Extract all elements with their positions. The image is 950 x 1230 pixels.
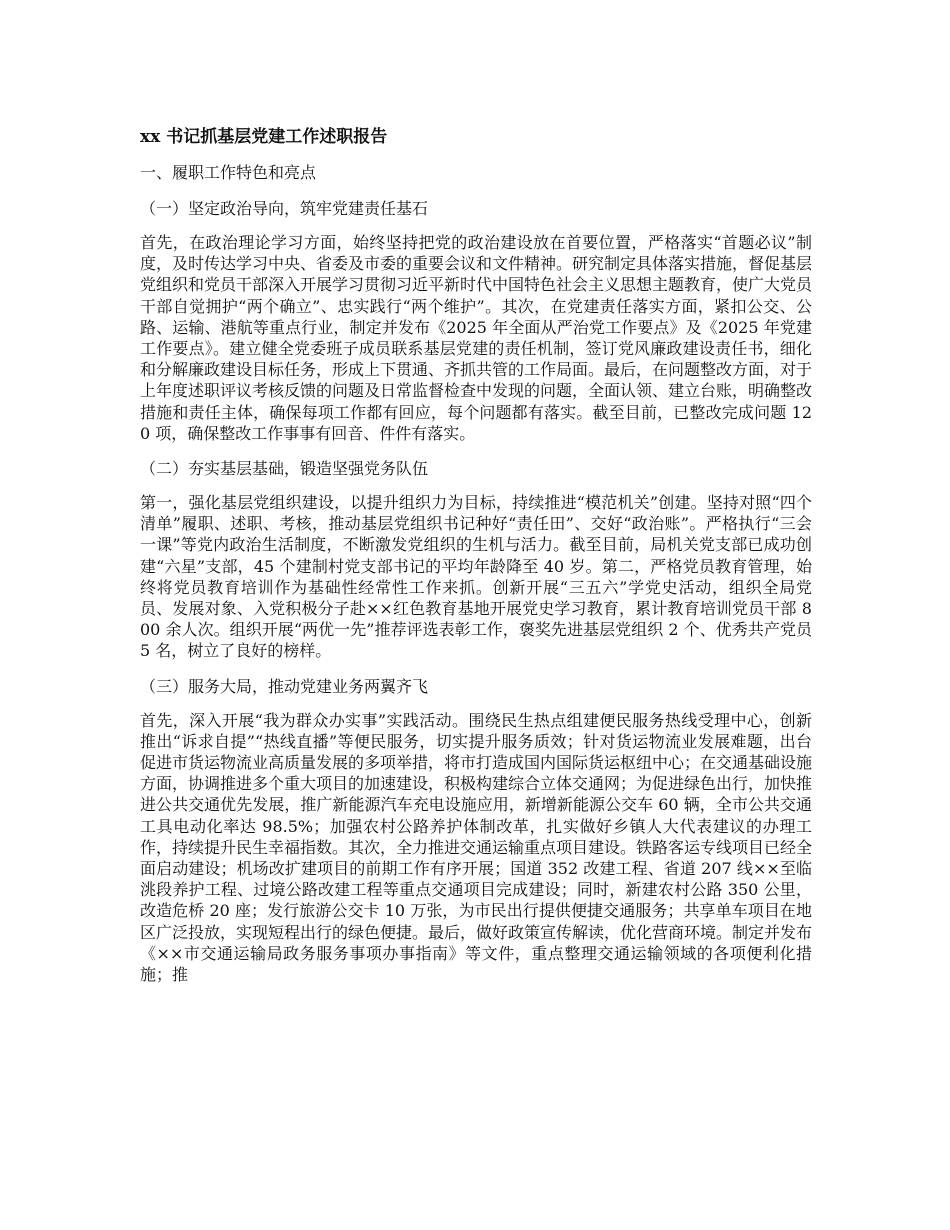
paragraph-3: 首先，深入开展“我为群众办实事”实践活动。围绕民生热点组建便民服务热线受理中心，创新推出“诉求自提”“热线直播”等便民服务，切实提升服务质效；针对货运物流业发展难题，出台促进市货运物流业高质量发展的多项举措，将市打造成国内国际货运枢纽中心；在交通基础设施方面，协调推进多个重大项目的加速建设，积极构建综合立体交通网；为促进绿色出行，加快推进公共交通优先发展，推广新能源汽车充电设施应用，新增新能源公交车 60 辆，全市公共交通工具电动化率达 98.5%；加强农村公路养护体制改革，扎实做好乡镇人大代表建议的办理工作，持续提升民生幸福指数。其次，全力推进交通运输重点项目建设。铁路客运专线项目已经全面启动建设；机场改扩建项目的前期工作有序开展；国道 352 改建工程、省道 207 线××至临洮段养护工程、过境公路改建工程等重点交通项目完成建设；同时，新建农村公路 350 公里，改造危桥 20 座；发行旅游公交卡 10 万张，为市民出行提供便捷交通服务；共享单车项目在地区广泛投放，实现短程出行的绿色便捷。最后，做好政策宣传解读，优化营商环境。制定并发布《××市交通运输局政务服务事项办事指南》等文件，重点整理交通运输领域的各项便利化措施；推	[140, 710, 813, 985]
paragraph-2: 第一，强化基层党组织建设，以提升组织力为目标，持续推进“模范机关”创建。坚持对照“四个清单”履职、述职、考核，推动基层党组织书记种好“责任田”、交好“政治账”。严格执行“三会一课”等党内政治生活制度，不断激发党组织的生机与活力。截至目前，局机关党支部已成功创建“六星”支部，45 个建制村党支部书记的平均年龄降至 40 岁。第二，严格党员教育管理，始终将党员教育培训作为基础性经常性工作来抓。创新开展“三五六”学党史活动，组织全局党员、发展对象、入党积极分子赴××红色教育基地开展党史学习教育，累计教育培训党员干部 800 余人次。组织开展“两优一先”推荐评选表彰工作，褒奖先进基层党组织 2 个、优秀共产党员 5 名，树立了良好的榜样。	[140, 493, 812, 661]
subsection-heading-1: （一）坚定政治导向，筑牢党建责任基石	[140, 199, 429, 218]
document-title: xx 书记抓基层党建工作述职报告	[140, 127, 388, 147]
subsection-heading-3: （三）服务大局，推动党建业务两翼齐飞	[140, 676, 429, 696]
subsection-heading-2: （二）夯实基层基础，锻造坚强党务队伍	[140, 459, 429, 479]
document-page	[140, 124, 812, 997]
section-heading-1: 一、履职工作特色和亮点	[140, 163, 317, 182]
paragraph-1: 首先，在政治理论学习方面，始终坚持把党的政治建设放在首要位置，严格落实“首题必议”制度，及时传达学习中央、省委及市委的重要会议和文件精神。研究制定具体落实措施，督促基层党组织和党员干部深入开展学习贯彻习近平新时代中国特色社会主义思想主题教育，使广大党员干部自觉拥护“两个确立”、忠实践行“两个维护”。其次，在党建责任落实方面，紧扣公交、公路、运输、港航等重点行业，制定并发布《2025 年全面从严治党工作要点》及《2025 年党建工作要点》。建立健全党委班子成员联系基层党建的责任机制，签订党风廉政建设责任书，细化和分解廉政建设目标任务，形成上下贯通、齐抓共管的工作局面。最后，在问题整改方面，对于上年度述职评议考核反馈的问题及日常监督检查中发现的问题，全面认领、建立台账，明确整改措施和责任主体，确保每项工作都有回应，每个问题都有落实。截至目前，已整改完成问题 120 项，确保整改工作事事有回音、件件有落实。	[140, 233, 813, 443]
